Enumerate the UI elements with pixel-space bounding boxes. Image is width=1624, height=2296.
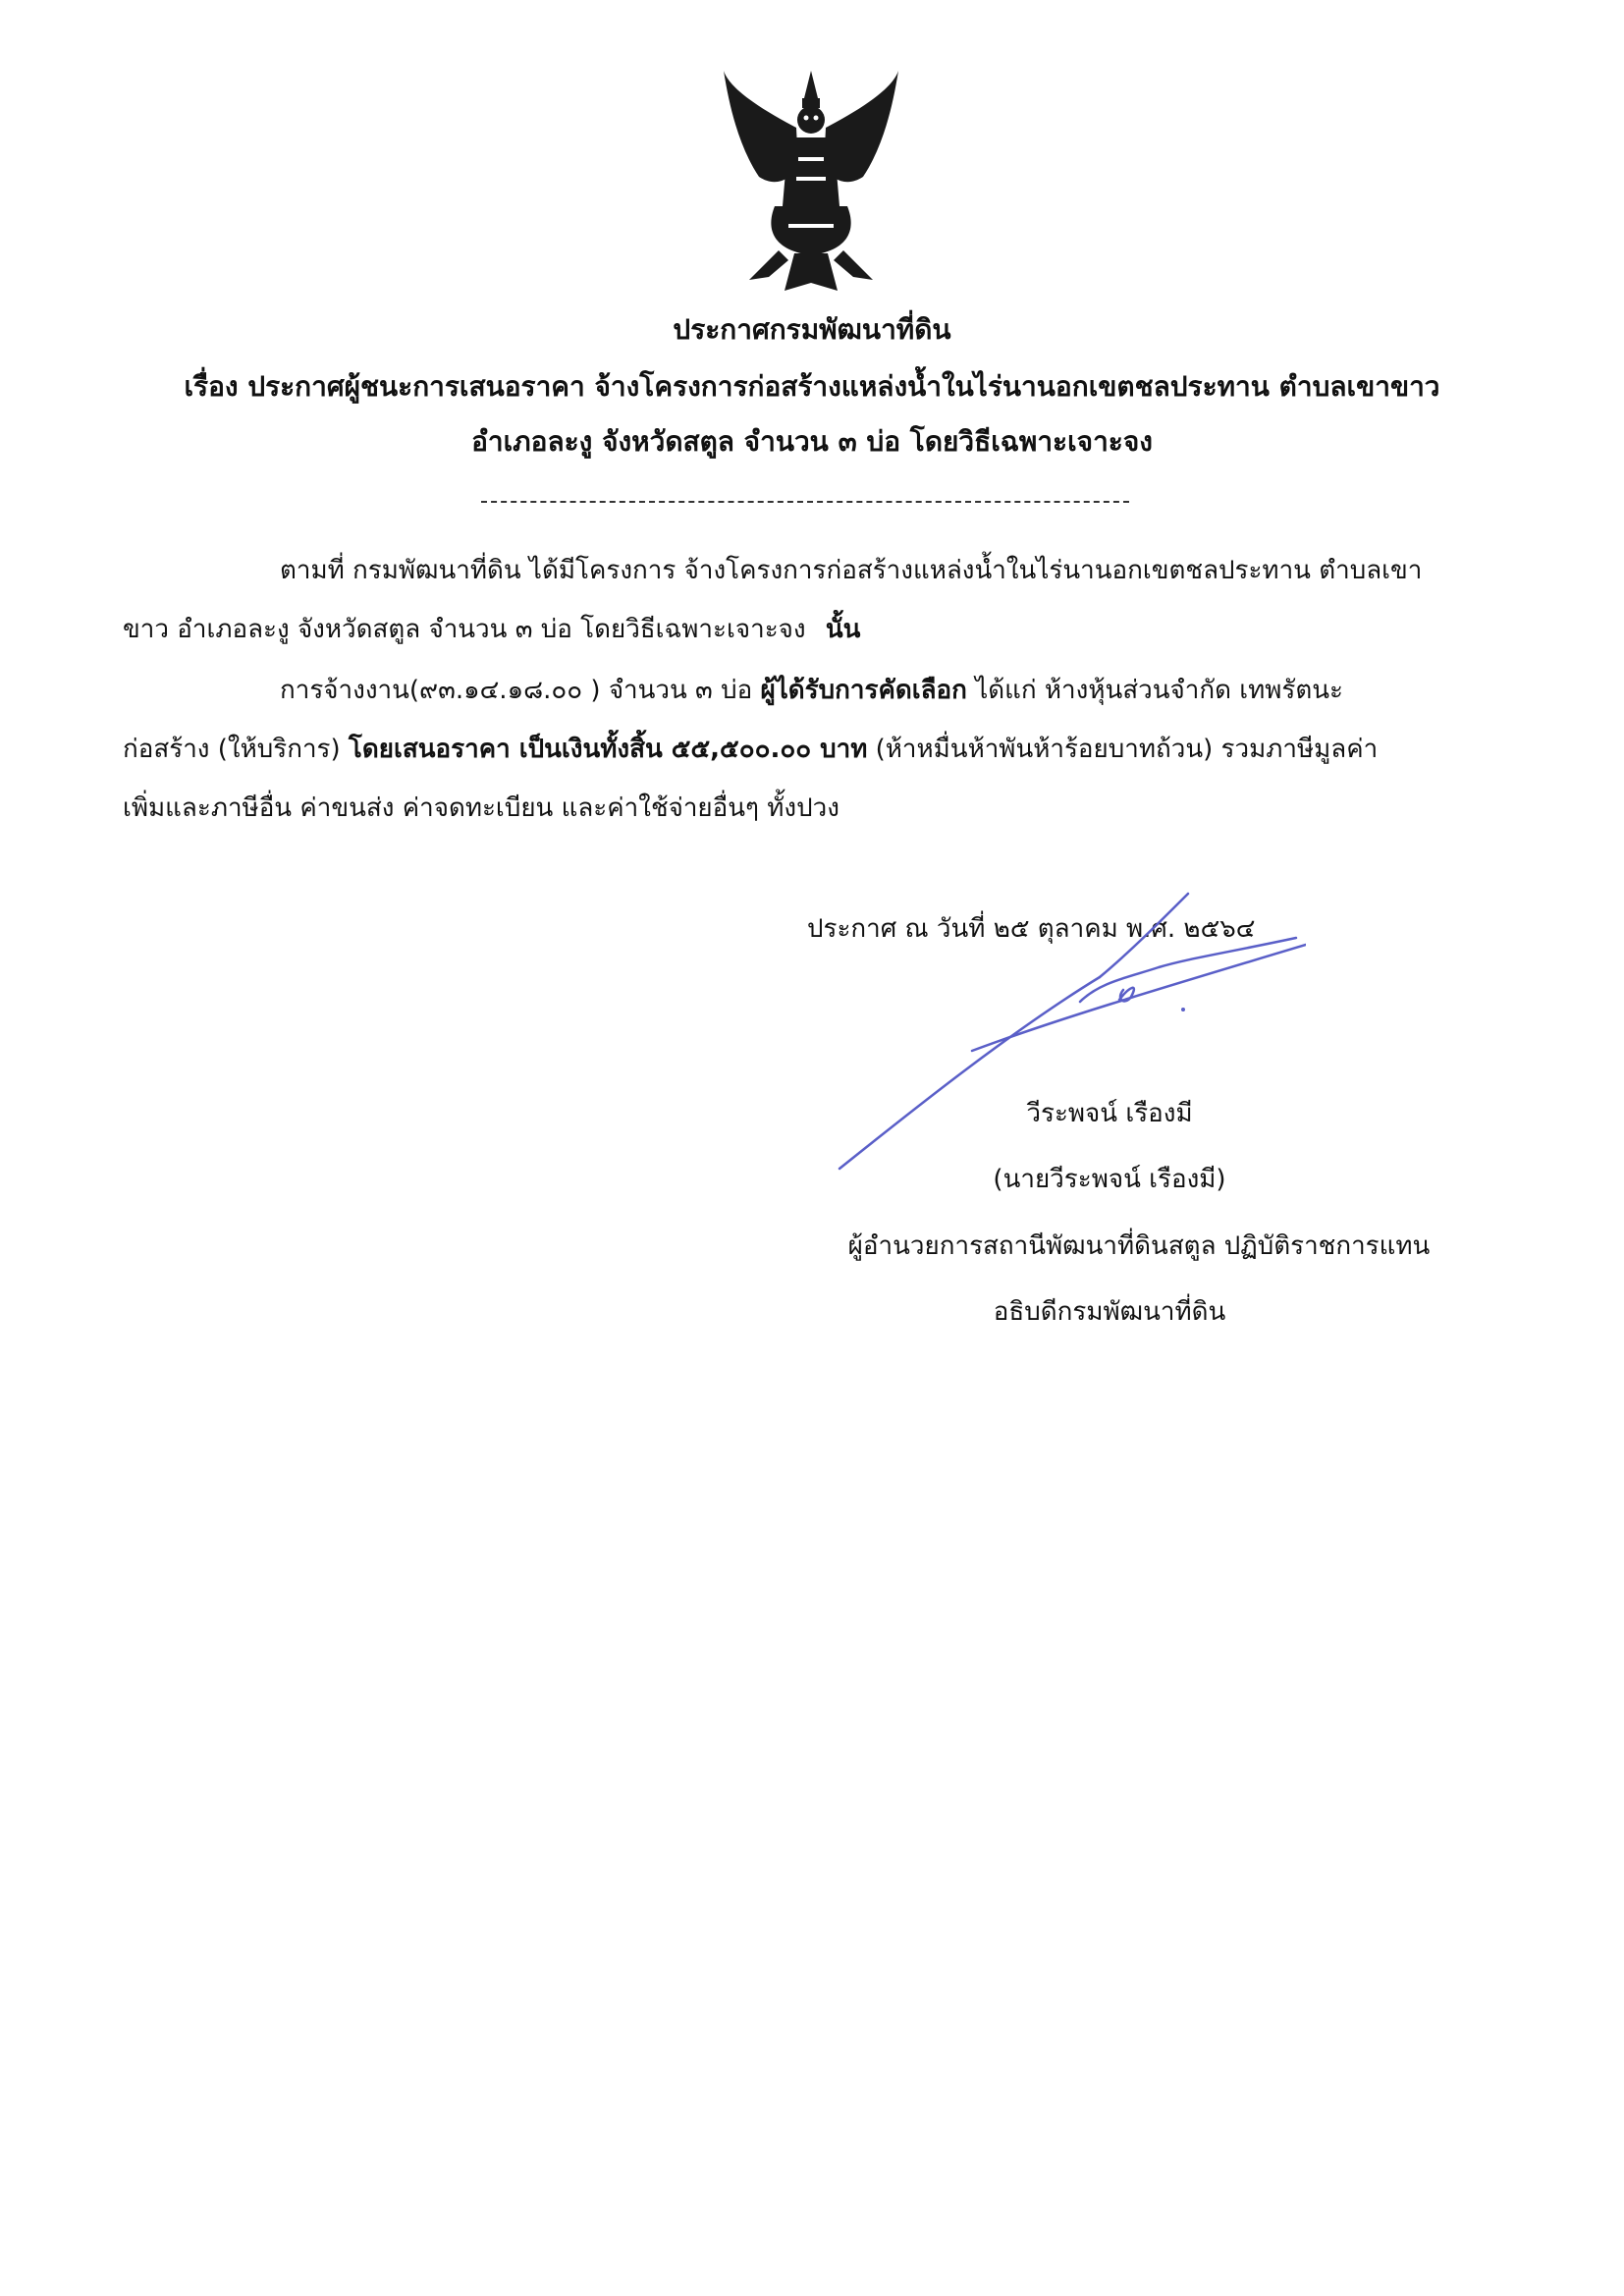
subject-line-2: อำเภอละงู จังหวัดสตูล จำนวน ๓ บ่อ โดยวิธีเฉพาะเจาะจง <box>471 425 1153 458</box>
signer-full-name: (นายวีระพจน์ เรืองมี) <box>993 1165 1226 1194</box>
signer-name: วีระพจน์ เรืองมี <box>1026 1099 1193 1128</box>
winner-name-text: ได้แก่ ห้างหุ้นส่วนจำกัด เทพรัตนะ <box>975 676 1343 705</box>
announcement-title: ประกาศกรมพัฒนาที่ดิน <box>673 313 951 346</box>
subject-line-1: เรื่อง ประกาศผู้ชนะการเสนอราคา จ้างโครงการก่อสร้างแหล่งน้ำในไร่นานอกเขตชลประทาน ตำบลเขาขาว <box>184 370 1440 403</box>
paragraph-1-end: นั้น <box>825 615 861 644</box>
bid-amount: โดยเสนอราคา เป็นเงินทั้งสิ้น ๕๕,๕๐๐.๐๐ บาท <box>348 735 868 764</box>
garuda-emblem-icon <box>720 69 902 295</box>
paragraph-2-line-2 <box>123 729 1378 769</box>
paragraph-2-line-1 <box>280 670 1343 710</box>
paragraph-1-text: ขาว อำเภอละงู จังหวัดสตูล จำนวน ๓ บ่อ โดยวิธีเฉพาะเจาะจง <box>123 615 806 644</box>
announce-date: ประกาศ ณ วันที่ ๒๕ ตุลาคม พ.ศ. ๒๕๖๔ <box>807 914 1256 944</box>
contract-code-text: การจ้างงาน(๙๓.๑๔.๑๘.๐๐ ) จำนวน ๓ บ่อ <box>280 676 753 705</box>
paragraph-1-line-1: ตามที่ กรมพัฒนาที่ดิน ได้มีโครงการ จ้างโครงการก่อสร้างแหล่งน้ำในไร่นานอกเขตชลประทาน ตำบลเขา <box>280 556 1423 585</box>
paragraph-1-line-2 <box>123 609 860 649</box>
bid-amount-words: (ห้าหมื่นห้าพันห้าร้อยบาทถ้วน) รวมภาษีมูลค่า <box>875 735 1379 764</box>
paragraph-2-line-3: เพิ่มและภาษีอื่น ค่าขนส่ง ค่าจดทะเบียน และค่าใช้จ่ายอื่นๆ ทั้งปวง <box>123 793 839 823</box>
signer-title-line-2: อธิบดีกรมพัฒนาที่ดิน <box>993 1297 1226 1327</box>
handwritten-signature <box>835 884 1306 1178</box>
title-divider <box>481 501 1129 503</box>
winner-name-cont: ก่อสร้าง (ให้บริการ) <box>123 735 341 764</box>
winner-label: ผู้ได้รับการคัดเลือก <box>760 676 967 705</box>
signer-title-line-1: ผู้อำนวยการสถานีพัฒนาที่ดินสตูล ปฏิบัติราชการแทน <box>847 1231 1431 1261</box>
